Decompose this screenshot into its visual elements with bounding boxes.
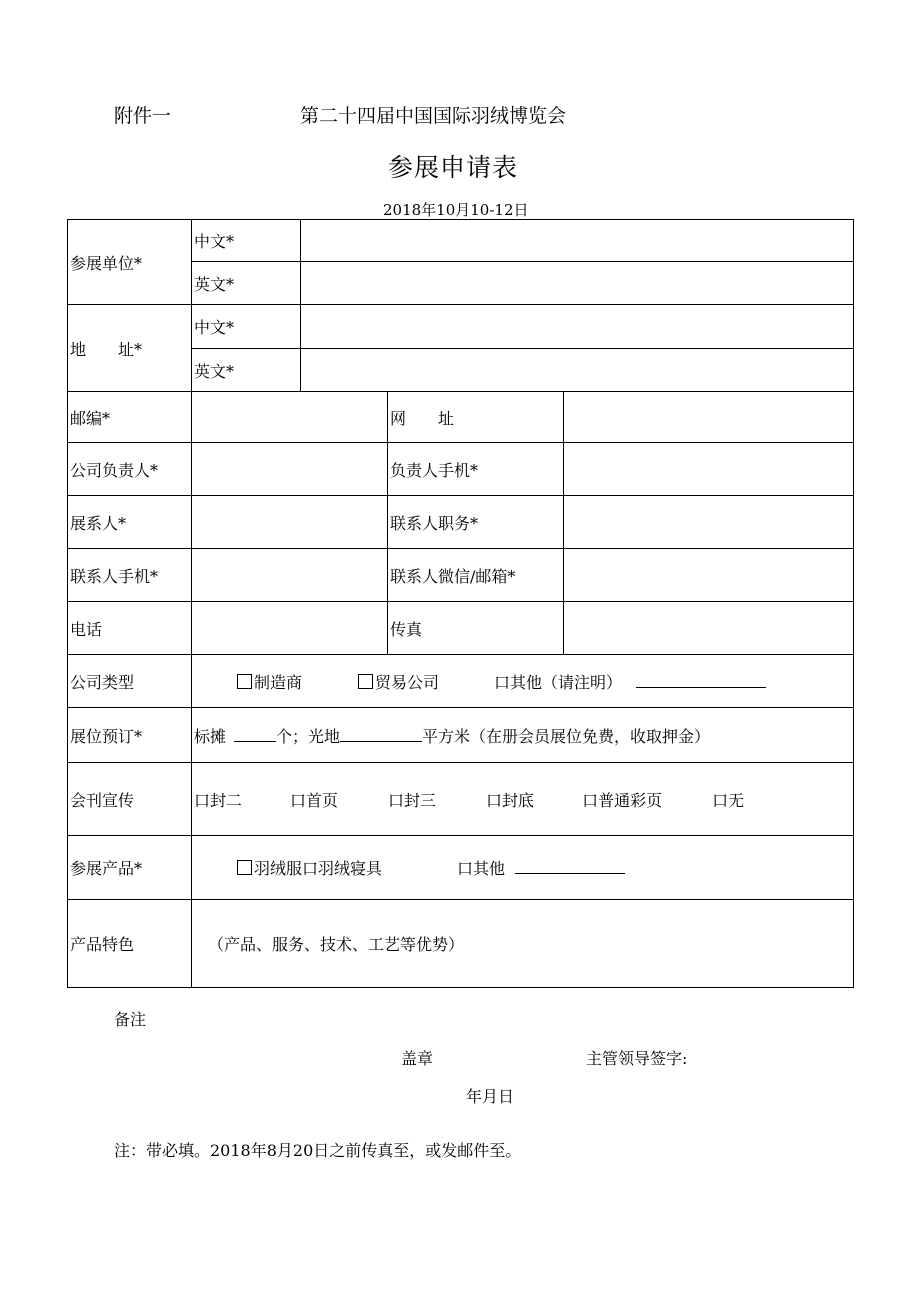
contact-mobile-field[interactable]	[192, 549, 388, 602]
contact-wechat-field[interactable]	[564, 549, 854, 602]
booth-text-sqm: 平方米（在册会员展位免费，收取押金）	[422, 726, 711, 746]
address-en-label: 英文*	[192, 349, 301, 392]
unit-cn-label: 中文*	[192, 220, 301, 262]
journal-label: 会刊宣传	[68, 763, 192, 836]
option-manufacturer[interactable]: 制造商	[254, 672, 303, 692]
checkbox-icon[interactable]	[237, 674, 252, 689]
unit-en-field[interactable]	[301, 262, 854, 305]
seal-label: 盖章	[401, 1049, 434, 1068]
product-label: 参展产品*	[68, 836, 192, 900]
form-title: 参展申请表	[388, 153, 519, 182]
expo-date: 2018年10月10-12日	[383, 201, 529, 219]
unit-en-label: 英文*	[192, 262, 301, 305]
other-blank[interactable]	[636, 672, 766, 688]
manager-label: 公司负责人*	[68, 443, 192, 496]
application-form-table	[67, 219, 854, 988]
website-label: 网 址	[388, 392, 564, 443]
fax-field[interactable]	[564, 602, 854, 655]
option-trading[interactable]: 贸易公司	[375, 672, 440, 692]
feature-hint: （产品、服务、技术、工艺等优势）	[208, 935, 465, 954]
journal-option-none[interactable]: 口无	[712, 790, 745, 810]
expo-name: 第二十四届中国国际羽绒博览会	[300, 105, 567, 127]
product-option-down[interactable]: 羽绒服口羽绒寝具	[254, 859, 383, 878]
manager-field[interactable]	[192, 443, 388, 496]
booth-text-raw: 个；光地	[276, 726, 341, 746]
contact-field[interactable]	[192, 496, 388, 549]
annex-label: 附件一	[114, 105, 172, 127]
journal-option-color-page[interactable]: 口普通彩页	[582, 790, 663, 810]
product-option-other[interactable]: 口其他	[457, 859, 506, 878]
feature-field[interactable]	[192, 900, 854, 988]
unit-cn-field[interactable]	[301, 220, 854, 262]
fax-label: 传真	[388, 602, 564, 655]
journal-option-first-page[interactable]: 口首页	[290, 790, 339, 810]
option-other[interactable]: 口其他（请注明）	[494, 672, 623, 692]
date-line: 年月日	[466, 1087, 515, 1106]
feature-label: 产品特色	[68, 900, 192, 988]
checkbox-icon[interactable]	[358, 674, 373, 689]
manager-mobile-label: 负责人手机*	[388, 443, 564, 496]
manager-mobile-field[interactable]	[564, 443, 854, 496]
website-field[interactable]	[564, 392, 854, 443]
checkbox-icon[interactable]	[237, 860, 252, 875]
company-type-options	[192, 655, 854, 708]
unit-label: 参展单位*	[68, 220, 192, 305]
journal-option-cover3[interactable]: 口封三	[388, 790, 437, 810]
journal-options	[192, 763, 854, 836]
address-label: 地 址*	[68, 305, 192, 392]
phone-field[interactable]	[192, 602, 388, 655]
journal-option-back-cover[interactable]: 口封底	[486, 790, 535, 810]
address-en-field[interactable]	[301, 349, 854, 392]
product-options	[192, 836, 854, 900]
booth-text-standard: 标摊	[194, 726, 227, 746]
contact-label: 展系人*	[68, 496, 192, 549]
contact-title-field[interactable]	[564, 496, 854, 549]
booth-label: 展位预订*	[68, 708, 192, 763]
leader-signature-label: 主管领导签字:	[586, 1049, 688, 1068]
company-type-label: 公司类型	[68, 655, 192, 708]
postcode-label: 邮编*	[68, 392, 192, 443]
address-cn-label: 中文*	[192, 305, 301, 349]
journal-option-cover2[interactable]: 口封二	[194, 790, 243, 810]
contact-title-label: 联系人职务*	[388, 496, 564, 549]
postcode-field[interactable]	[192, 392, 388, 443]
booth-row	[192, 708, 854, 763]
contact-wechat-label: 联系人微信/邮箱*	[388, 549, 564, 602]
remarks-label: 备注	[114, 1010, 147, 1029]
footnote: 注：带必填。2018年8月20日之前传真至，或发邮件至。	[114, 1141, 522, 1160]
address-cn-field[interactable]	[301, 305, 854, 349]
phone-label: 电话	[68, 602, 192, 655]
product-other-blank[interactable]	[515, 858, 625, 874]
standard-booth-blank[interactable]	[234, 726, 276, 742]
contact-mobile-label: 联系人手机*	[68, 549, 192, 602]
raw-space-blank[interactable]	[340, 726, 422, 742]
